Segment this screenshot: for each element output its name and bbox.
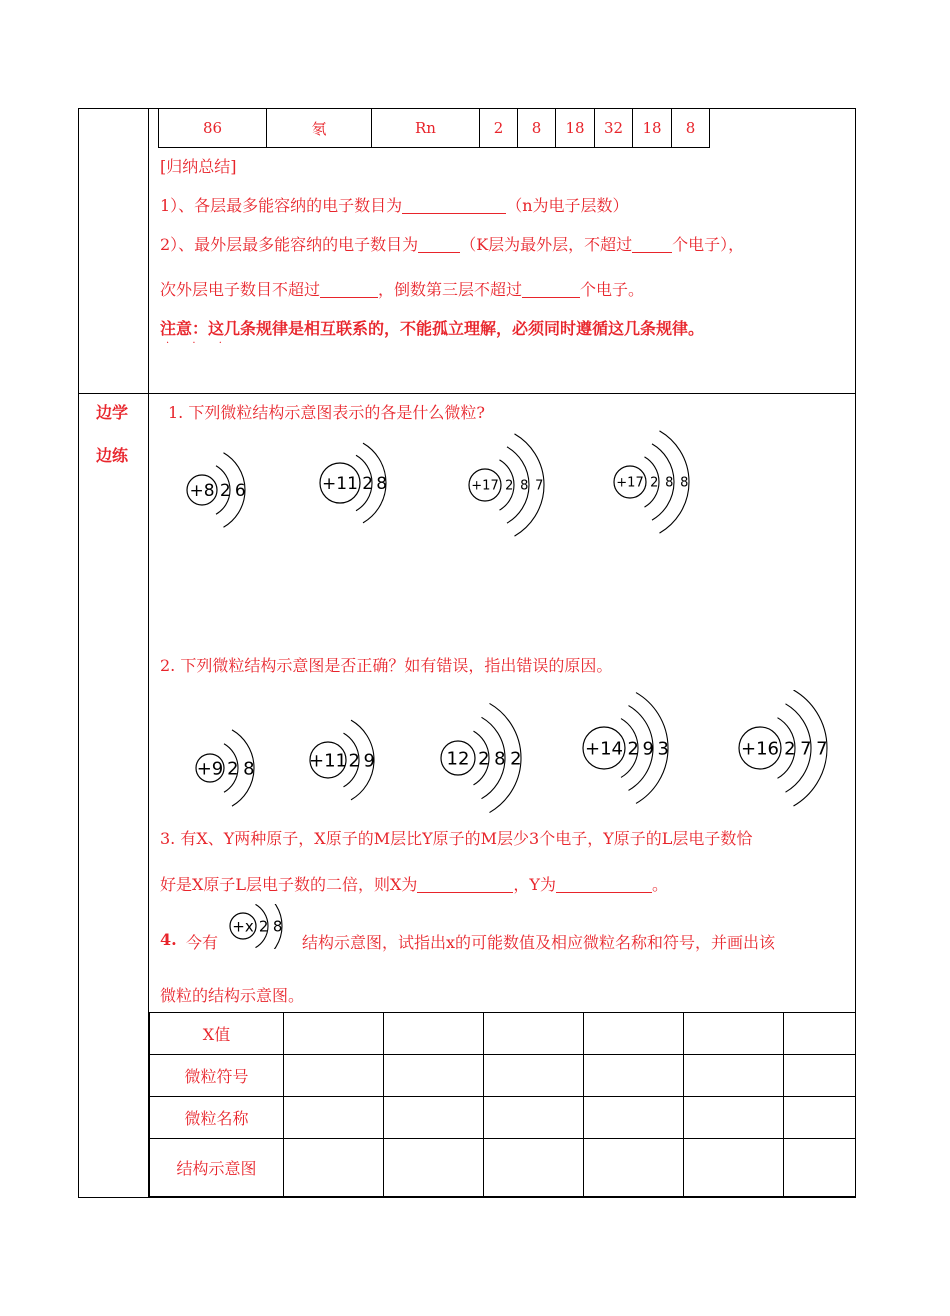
answer-blank[interactable]: [418, 236, 460, 253]
electron-count: 8: [376, 474, 388, 495]
question-4-line2: 微粒的结构示意图。: [160, 986, 305, 1005]
answer-blank[interactable]: [522, 281, 580, 298]
electron-count: 8: [272, 917, 283, 936]
shell-count: 18: [556, 109, 595, 148]
nucleus-charge: +14: [585, 738, 623, 760]
question-3-line2: 好是X原子L层电子数的二倍，则X为 ，Y为 。: [160, 875, 669, 894]
electron-count: 2: [505, 478, 514, 494]
answer-cell[interactable]: [484, 1055, 584, 1097]
atom-diagram: [196, 730, 255, 806]
question-4-before: 今有: [186, 933, 219, 952]
answer-blank[interactable]: [417, 876, 513, 893]
q1-diagrams: [150, 425, 850, 545]
nucleus-charge: +8: [189, 481, 215, 502]
electron-count: 2: [348, 750, 360, 772]
nucleus-charge: +17: [471, 478, 499, 494]
shell-count: 8: [518, 109, 556, 148]
electron-count: 6: [234, 481, 246, 502]
answer-blank[interactable]: [402, 197, 506, 214]
answer-cell[interactable]: [384, 1139, 484, 1197]
row-label-diagram: 结构示意图: [150, 1139, 284, 1197]
rule-2: 2）、最外层最多能容纳的电子数目为 （K层为最外层，不超过 个电子），: [160, 235, 745, 254]
atom-diagram: [441, 703, 522, 812]
question-4-after: 结构示意图，试指出x的可能数值及相应微粒名称和符号，并画出该: [302, 933, 776, 952]
emphasis-dots: · · ·: [166, 338, 232, 349]
electron-count: 7: [800, 738, 812, 760]
row-label-symbol: 微粒符号: [150, 1055, 284, 1097]
shell-count: 18: [633, 109, 672, 148]
nucleus-charge: +16: [741, 738, 779, 760]
answer-cell[interactable]: [584, 1097, 684, 1139]
answer-cell[interactable]: [784, 1139, 856, 1197]
q2-diagrams: [150, 690, 855, 815]
electron-count: 8: [665, 475, 674, 491]
question-1: 1. 下列微粒结构示意图表示的各是什么微粒?: [168, 403, 485, 422]
shell-count: 32: [595, 109, 633, 148]
answer-cell[interactable]: [284, 1097, 384, 1139]
note: 注意：这几条规律是相互联系的，不能孤立理解，必须同时遵循这几条规律。: [160, 319, 705, 338]
answer-cell[interactable]: [784, 1055, 856, 1097]
electron-count: 2: [362, 474, 374, 495]
question-4-num: 4.: [160, 930, 177, 949]
atom-diagram: [583, 693, 669, 804]
electron-count: 2: [227, 758, 239, 780]
electron-count: 2: [478, 748, 490, 770]
electron-count: 2: [784, 738, 796, 760]
electron-count: 8: [520, 478, 529, 494]
element-name: 氡: [267, 109, 372, 148]
answer-cell[interactable]: [384, 1013, 484, 1055]
row-label-name: 微粒名称: [150, 1097, 284, 1139]
electron-count: 2: [510, 748, 522, 770]
question-3-line1: 3. 有X、Y两种原子，X原子的M层比Y原子的M层少3个电子，Y原子的L层电子数恰: [160, 829, 753, 848]
row-label-x: X值: [150, 1013, 284, 1055]
nucleus-charge: +9: [196, 758, 224, 780]
answer-cell[interactable]: [584, 1139, 684, 1197]
atom-diagram: [320, 443, 387, 523]
answer-blank[interactable]: [632, 236, 672, 253]
answer-cell[interactable]: [484, 1097, 584, 1139]
electron-count: 2: [258, 917, 269, 936]
answer-cell[interactable]: [784, 1097, 856, 1139]
frame-bottom: [78, 1197, 856, 1198]
atom-diagram: [614, 431, 689, 533]
electron-count: 9: [363, 750, 375, 772]
atomic-number: 86: [159, 109, 267, 148]
atom-diagram: [309, 720, 375, 800]
answer-cell[interactable]: [584, 1013, 684, 1055]
answer-cell[interactable]: [384, 1097, 484, 1139]
atom-diagram: [469, 434, 544, 536]
answer-cell[interactable]: [284, 1013, 384, 1055]
electron-count: 2: [627, 738, 639, 760]
atom-diagram: [187, 453, 246, 527]
answer-cell[interactable]: [484, 1139, 584, 1197]
element-row-table: [158, 108, 710, 148]
electron-count: 8: [243, 758, 255, 780]
answer-cell[interactable]: [384, 1055, 484, 1097]
rule-3: 次外层电子数目不超过 ，倒数第三层不超过 个电子。: [160, 280, 645, 299]
answer-cell[interactable]: [584, 1055, 684, 1097]
question-2: 2. 下列微粒结构示意图是否正确？如有错误，指出错误的原因。: [160, 656, 613, 675]
answer-blank[interactable]: [556, 876, 652, 893]
atom-diagram: [230, 904, 282, 949]
answer-cell[interactable]: [284, 1055, 384, 1097]
answer-cell[interactable]: [784, 1013, 856, 1055]
answer-cell[interactable]: [684, 1139, 784, 1197]
electron-count: 9: [642, 738, 654, 760]
electron-count: 8: [680, 475, 689, 491]
answer-table: [149, 1012, 856, 1197]
atom-diagram: [739, 690, 828, 806]
answer-cell[interactable]: [684, 1055, 784, 1097]
frame-divider: [78, 393, 856, 394]
nucleus-charge: +11: [322, 474, 358, 495]
nucleus-charge: 12: [446, 748, 470, 770]
electron-count: 8: [494, 748, 506, 770]
rule-1: 1）、各层最多能容纳的电子数目为 （n为电子层数）: [160, 196, 629, 215]
electron-count: 2: [650, 475, 659, 491]
shell-count: 8: [672, 109, 710, 148]
element-symbol: Rn: [372, 109, 480, 148]
summary-heading: [归纳总结]: [160, 157, 237, 176]
electron-count: 3: [657, 738, 669, 760]
section-label-2: 边练: [96, 446, 129, 465]
electron-count: 7: [816, 738, 828, 760]
answer-cell[interactable]: [684, 1013, 784, 1055]
answer-cell[interactable]: [484, 1013, 584, 1055]
electron-count: 7: [535, 478, 544, 494]
nucleus-charge: +17: [616, 475, 644, 491]
nucleus-charge: +x: [232, 917, 254, 936]
answer-blank[interactable]: [320, 281, 378, 298]
section-label-1: 边学: [96, 403, 129, 422]
q4-diagram: [222, 904, 302, 949]
frame-left: [78, 108, 79, 1198]
electron-count: 2: [219, 481, 231, 502]
shell-count: 2: [480, 109, 518, 148]
nucleus-charge: +11: [309, 750, 347, 772]
answer-cell[interactable]: [284, 1139, 384, 1197]
answer-cell[interactable]: [684, 1097, 784, 1139]
